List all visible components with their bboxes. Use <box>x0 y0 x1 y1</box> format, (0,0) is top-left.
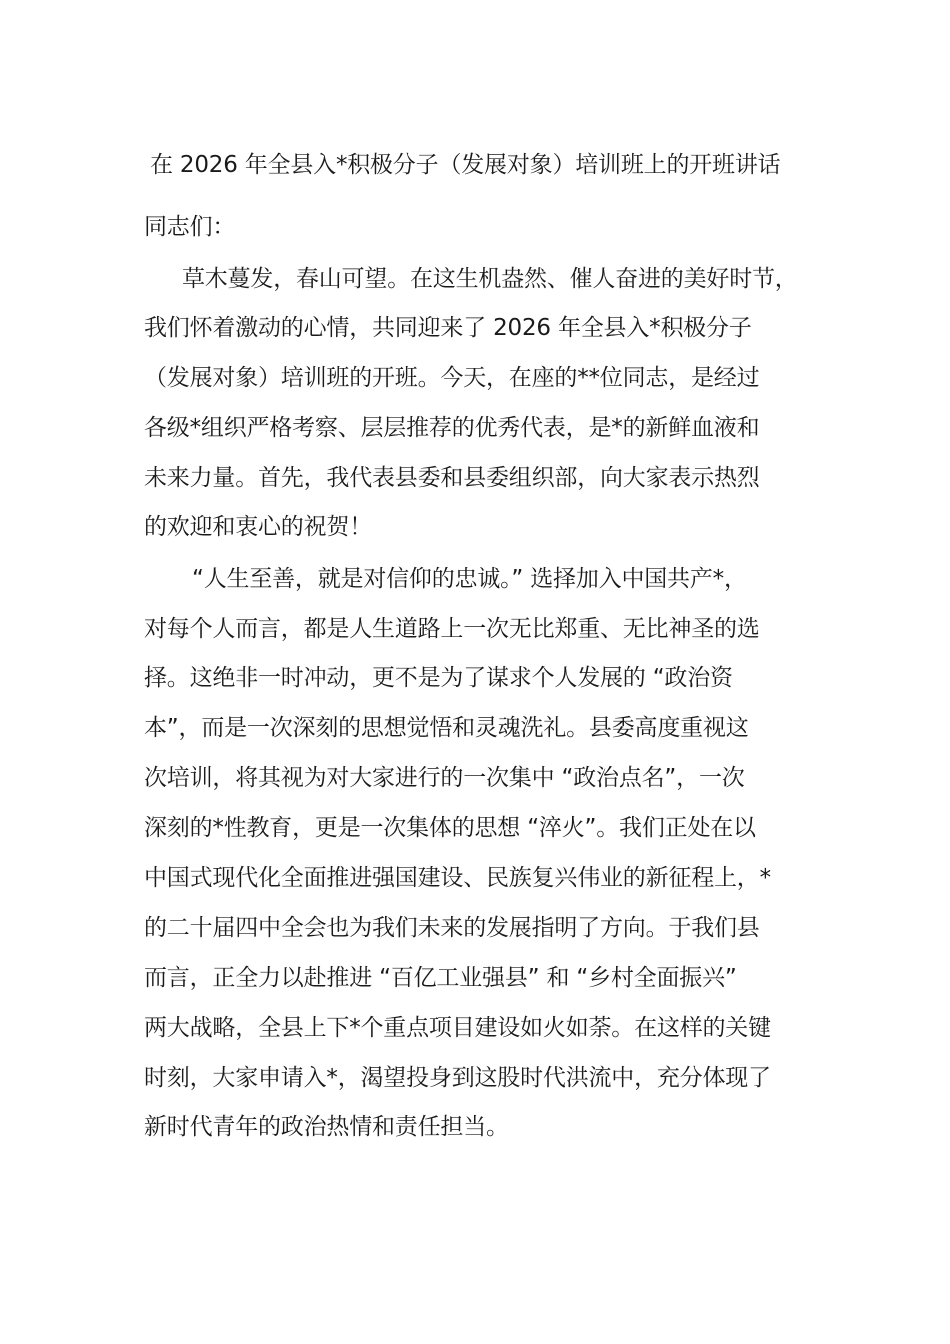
paragraph-2-line-8: 的二十届四中全会也为我们未来的发展指明了方向。于我们县 <box>144 915 760 941</box>
paragraph-1-line-3: （发展对象）培训班的开班。今天，在座的**位同志，是经过 <box>144 365 760 391</box>
paragraph-2-line-9: 而言，正全力以赴推进 “百亿工业强县” 和 “乡村全面振兴” <box>144 965 737 991</box>
salutation: 同志们： <box>144 214 236 240</box>
speech-title: 在 2026 年全县入*积极分子（发展对象）培训班上的开班讲话 <box>150 152 781 178</box>
paragraph-1-line-4: 各级*组织严格考察、层层推荐的优秀代表，是*的新鲜血液和 <box>144 415 760 441</box>
paragraph-2-line-6: 深刻的*性教育，更是一次集体的思想 “淬火”。我们正处在以 <box>144 815 756 841</box>
paragraph-2-line-3: 择。这绝非一时冲动，更不是为了谋求个人发展的 “政治资 <box>144 665 733 691</box>
paragraph-1-line-2: 我们怀着激动的心情，共同迎来了 2026 年全县入*积极分子 <box>144 315 752 341</box>
paragraph-2-line-10: 两大战略，全县上下*个重点项目建设如火如荼。在这样的关键 <box>144 1015 771 1041</box>
paragraph-2-line-7: 中国式现代化全面推进强国建设、民族复兴伟业的新征程上，* <box>144 865 771 891</box>
paragraph-2-line-11: 时刻，大家申请入*，渴望投身到这股时代洪流中，充分体现了 <box>144 1065 771 1091</box>
paragraph-2-line-2: 对每个人而言，都是人生道路上一次无比郑重、无比神圣的选 <box>144 616 760 642</box>
paragraph-1-line-1: 草木蔓发，春山可望。在这生机盎然、催人奋进的美好时节， <box>182 266 798 292</box>
paragraph-2-line-5: 次培训，将其视为对大家进行的一次集中 “政治点名”，一次 <box>144 765 745 791</box>
paragraph-2-line-4: 本”，而是一次深刻的思想觉悟和灵魂洗礼。县委高度重视这 <box>144 715 749 741</box>
paragraph-1-line-6: 的欢迎和衷心的祝贺！ <box>144 514 373 540</box>
paragraph-2-line-1: “人生至善，就是对信仰的忠诚。” 选择加入中国共产*， <box>192 566 747 592</box>
paragraph-1-line-5: 未来力量。首先，我代表县委和县委组织部，向大家表示热烈 <box>144 465 760 491</box>
paragraph-2-line-12: 新时代青年的政治热情和责任担当。 <box>144 1114 509 1140</box>
